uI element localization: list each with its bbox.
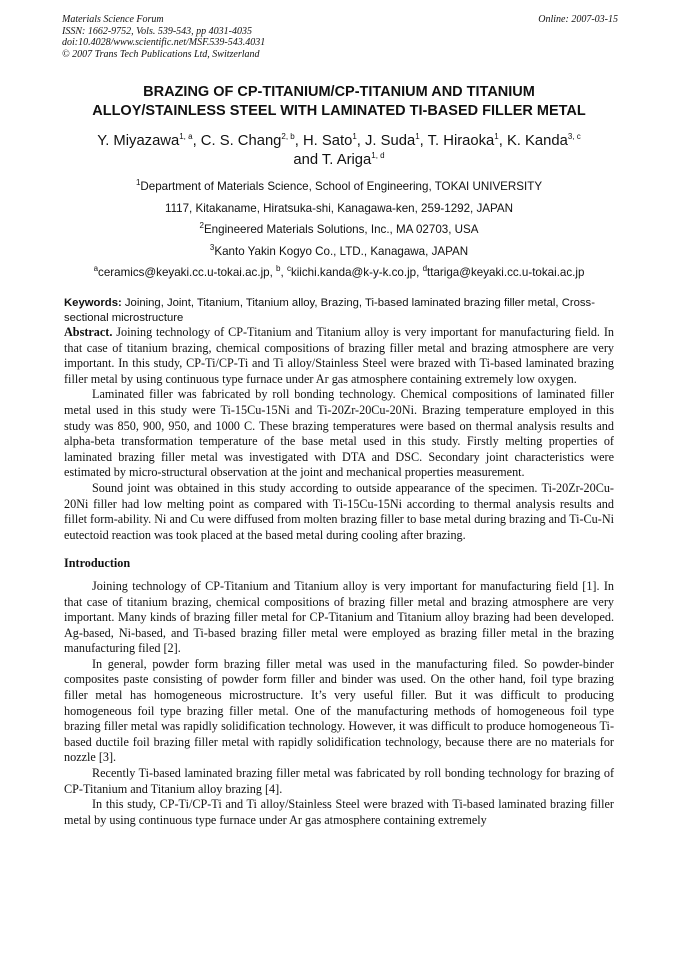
author — [201, 133, 303, 149]
author-name: Y. Miyazawa — [97, 133, 180, 149]
abstract-paragraph-1 — [64, 325, 614, 387]
author-affil-sup: 2, b — [281, 132, 295, 142]
copyright-line: © 2007 Trans Tech Publications Ltd, Switzerland — [62, 48, 260, 60]
affil-sup: 1 — [135, 178, 141, 188]
affiliation-1 — [40, 176, 638, 198]
affil-sup: 3 — [209, 242, 215, 252]
affiliation-text: Department of Materials Science, School of Engineering, TOKAI UNIVERSITY — [140, 180, 543, 193]
email-sup: c — [286, 264, 291, 274]
abstract-text: Joining technology of CP-Titanium and Titanium alloy is very important for manufacturing field. In that case of titanium brazing, chemical compositions of brazing filler metal and brazing atmosphere are very important. In this study, CP-Ti/CP-Ti and Ti alloy/Stainless Steel were brazed with Ti-based laminated brazing filler metal by using continuous type furnace under Ar gas atmosphere containing extremely low oxygen. — [64, 325, 614, 386]
email-d[interactable]: ttariga@keyaki.cc.u-tokai.ac.jp — [427, 266, 585, 279]
affiliation-2 — [40, 219, 638, 241]
email-sup: d — [422, 264, 428, 274]
author-affil-sup: 1 — [494, 132, 499, 142]
author-name: J. Suda — [365, 133, 416, 149]
keywords-label: Keywords: — [64, 297, 122, 309]
abstract-label: Abstract. — [64, 325, 113, 339]
doi-line: doi:10.4028/www.scientific.net/MSF.539-543.4031 — [62, 37, 266, 48]
author-separator: , — [419, 133, 428, 149]
affiliation-block — [40, 176, 638, 284]
email-line — [40, 262, 638, 284]
author-name: H. Sato — [302, 133, 353, 149]
author — [97, 133, 201, 149]
introduction-heading: Introduction — [64, 556, 131, 571]
affiliation-1-address: 1117, Kitakaname, Hiratsuka-shi, Kanagawa-ken, 259-1292, JAPAN — [164, 201, 513, 215]
author — [365, 133, 428, 149]
author-affil-sup: 1, a — [179, 132, 193, 142]
affiliation-text: Engineered Materials Solutions, Inc., MA 02703, USA — [203, 223, 479, 236]
author — [293, 152, 384, 168]
author-list — [40, 132, 638, 170]
email-b: , — [280, 266, 287, 279]
author-affil-sup: 3, c — [567, 132, 581, 142]
author-name: T. Hiraoka — [427, 133, 495, 149]
abstract-paragraph-2: Laminated filler was fabricated by roll bonding technology. Chemical compositions of laminated filler metal used in this study were Ti-15Cu-15Ni and Ti-20Zr-20Cu-20Ni. Brazing temperature employed in this study was 850, 900, 950, and 1000 C. These brazing temperatures were based on thermal analysis results and alpha-beta transformation temperature of the base metal used in this study. Firstly melting properties of laminated brazing filler metal was investigated with DTA and DSC. Secondary joint characteristics were estimated by micro-structural observation at the joint and mechanical properties measurement. — [64, 387, 614, 480]
email-sup: b — [276, 264, 281, 274]
publication-header — [62, 14, 618, 60]
author-affil-sup: 1 — [415, 132, 420, 142]
paper-title — [40, 83, 638, 120]
email-c[interactable]: kiichi.kanda@k-y-k.co.jp, — [290, 266, 423, 279]
affiliation-3 — [40, 241, 638, 263]
introduction-paragraph-4: In this study, CP-Ti/CP-Ti and Ti alloy/Stainless Steel were brazed with Ti-based laminated brazing filler metal by using continuous type furnace under Ar gas atmosphere containing extremely — [64, 797, 614, 827]
introduction-paragraph-3: Recently Ti-based laminated brazing filler metal was fabricated by roll bonding technology for brazing of CP-Titanium and Titanium alloy brazing [4]. — [64, 766, 614, 796]
author-name: C. S. Chang — [200, 133, 282, 149]
email-sup: a — [93, 264, 99, 274]
title-line-1: BRAZING OF CP-TITANIUM/CP-TITANIUM AND TITANIUM — [143, 84, 535, 100]
keywords — [64, 296, 614, 325]
author — [303, 133, 365, 149]
abstract-paragraph-3: Sound joint was obtained in this study according to outside appearance of the specimen. Ti-20Zr-20Cu-20Ni filler had low melting point as compared with Ti-15Cu-15Ni according to thermal analysis results and fillet form-ability. Ni and Cu were diffused from molten brazing filler to base metal during brazing and Ti-Cu-Ni eutectoid reaction was took placed at the based metal during cooling after brazing. — [64, 480, 615, 542]
introduction-paragraph-1: Joining technology of CP-Titanium and Titanium alloy is very important for manufacturing field [1]. In that case of titanium brazing, chemical compositions of brazing filler metal and brazing atmosphere are very important. Many kinds of brazing filler metal for CP-Titanium and Titanium alloy brazing had been developed. Ag-based, Ni-based, and Ti-based brazing filler metal were employed as brazing filler metal in the brazing manufacturing filed [2]. — [64, 578, 614, 656]
issn-line: ISSN: 1662-9752, Vols. 539-543, pp 4031-4035 — [62, 25, 252, 37]
affiliation-text: Kanto Yakin Kogyo Co., LTD., Kanagawa, JAPAN — [214, 244, 469, 258]
title-line-2: ALLOY/STAINLESS STEEL WITH LAMINATED TI-BASED FILLER METAL — [92, 102, 586, 119]
author-name: and T. Ariga — [293, 152, 372, 168]
author-separator: , — [192, 133, 201, 149]
introduction-paragraph-2: In general, powder form brazing filler metal was used in the manufacturing filed. So powder-binder composites paste consisting of powder form filler and binder was used. On the other hand, foil type brazing filler metal has homogeneous microstructure. It’s very useful filler. But it was difficult to producing homogeneous foil type brazing filler metal. One of the manufacturing methods of homogeneous foil type brazing filler metal was rapidly solidification technology. However, it was difficult to produce homogeneous Ti-based ductile foil brazing filler metal with rapidly solidification technology, because there are no materials for nozzle [3]. — [64, 656, 614, 765]
journal-name: Materials Science Forum — [62, 14, 164, 25]
author-affil-sup: 1 — [352, 132, 357, 142]
online-date: Online: 2007-03-15 — [538, 14, 618, 25]
paper-body — [64, 296, 614, 828]
author-affil-sup: 1, d — [371, 151, 385, 161]
author-separator: , — [356, 133, 366, 149]
author — [428, 133, 507, 149]
keywords-text: Joining, Joint, Titanium, Titanium alloy, Brazing, Ti-based laminated brazing filler metal, Cross-sectional microstructure — [64, 297, 595, 324]
author-separator: , — [294, 133, 303, 149]
author-separator: , — [498, 133, 507, 149]
email-a[interactable]: ceramics@keyaki.cc.u-tokai.ac.jp, — [98, 266, 277, 279]
author-name: K. Kanda — [506, 133, 568, 149]
affil-sup: 2 — [199, 221, 204, 231]
author — [507, 133, 581, 149]
